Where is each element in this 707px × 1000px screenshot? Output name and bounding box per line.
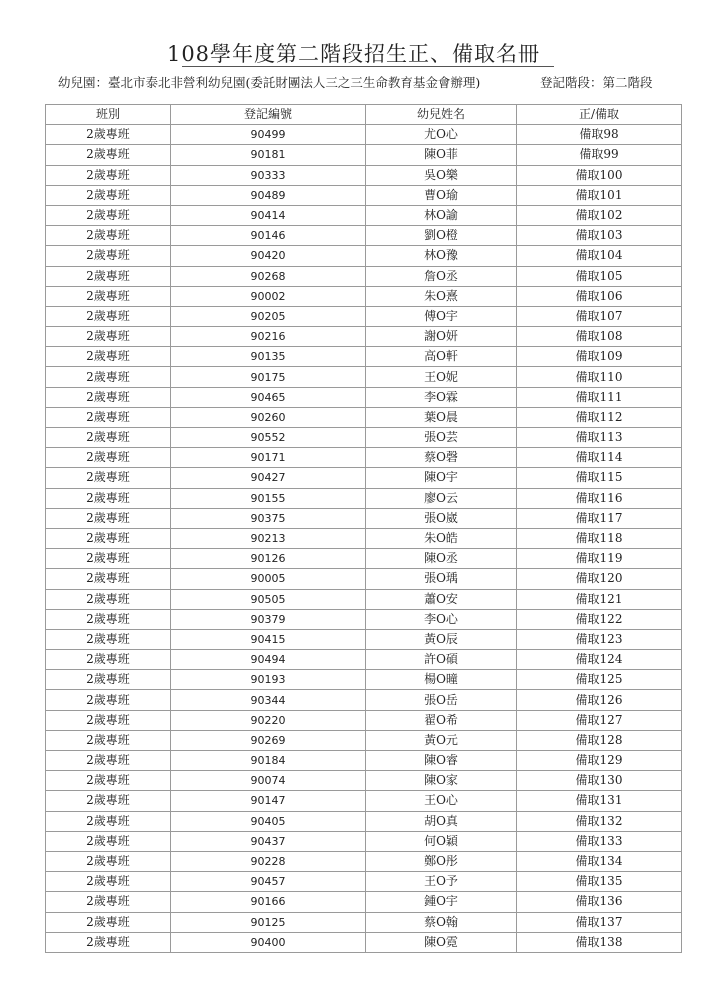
registration-number-cell: 90465 [171, 387, 366, 407]
class-cell: 2歲專班 [46, 771, 171, 791]
table-row [46, 488, 682, 508]
class-cell: 2歲專班 [46, 710, 171, 730]
admission-status-cell: 備取103 [517, 226, 682, 246]
table-header [46, 105, 682, 125]
admission-status-cell: 備取101 [517, 185, 682, 205]
admission-status-cell: 備取100 [517, 165, 682, 185]
registration-number-cell: 90499 [171, 125, 366, 145]
class-cell: 2歲專班 [46, 892, 171, 912]
admission-status-cell: 備取107 [517, 306, 682, 326]
class-cell: 2歲專班 [46, 791, 171, 811]
admission-status-cell: 備取108 [517, 327, 682, 347]
table-row [46, 851, 682, 871]
table-row [46, 791, 682, 811]
table-row [46, 872, 682, 892]
child-name-cell: 王O予 [366, 872, 517, 892]
child-name-cell: 傅O宇 [366, 306, 517, 326]
class-cell: 2歲專班 [46, 387, 171, 407]
child-name-cell: 李O霖 [366, 387, 517, 407]
child-name-cell: 翟O希 [366, 710, 517, 730]
class-cell: 2歲專班 [46, 932, 171, 952]
class-cell: 2歲專班 [46, 609, 171, 629]
class-cell: 2歲專班 [46, 468, 171, 488]
table-row [46, 589, 682, 609]
registration-number-cell: 90181 [171, 145, 366, 165]
class-cell: 2歲專班 [46, 549, 171, 569]
child-name-cell: 張O岳 [366, 690, 517, 710]
admission-status-cell: 備取126 [517, 690, 682, 710]
child-name-cell: 李O心 [366, 609, 517, 629]
class-cell: 2歲專班 [46, 165, 171, 185]
table-row [46, 549, 682, 569]
class-cell: 2歲專班 [46, 670, 171, 690]
registration-number-cell: 90379 [171, 609, 366, 629]
table-row [46, 407, 682, 427]
class-cell: 2歲專班 [46, 690, 171, 710]
admission-status-cell: 備取120 [517, 569, 682, 589]
class-cell: 2歲專班 [46, 872, 171, 892]
table-row [46, 811, 682, 831]
registration-number-cell: 90415 [171, 629, 366, 649]
registration-number-cell: 90494 [171, 650, 366, 670]
registration-number-cell: 90126 [171, 549, 366, 569]
admission-status-cell: 備取132 [517, 811, 682, 831]
table-row [46, 286, 682, 306]
registration-number-cell: 90171 [171, 448, 366, 468]
table-row [46, 650, 682, 670]
child-name-cell: 陳O霓 [366, 932, 517, 952]
page-title: 108學年度第二階段招生正、備取名冊 [166, 42, 541, 66]
table-row [46, 932, 682, 952]
child-name-cell: 陳O睿 [366, 751, 517, 771]
table-row [46, 226, 682, 246]
table-row [46, 751, 682, 771]
registration-number-cell: 90147 [171, 791, 366, 811]
child-name-cell: 陳O丞 [366, 549, 517, 569]
child-name-cell: 陳O宇 [366, 468, 517, 488]
class-cell: 2歲專班 [46, 347, 171, 367]
registration-number-cell: 90400 [171, 932, 366, 952]
admission-status-cell: 備取138 [517, 932, 682, 952]
class-cell: 2歲專班 [46, 831, 171, 851]
table-row [46, 508, 682, 528]
child-name-cell: 陳O菲 [366, 145, 517, 165]
registration-number-cell: 90457 [171, 872, 366, 892]
admission-status-cell: 備取117 [517, 508, 682, 528]
child-name-cell: 高O軒 [366, 347, 517, 367]
admission-status-cell: 備取102 [517, 205, 682, 225]
class-cell: 2歲專班 [46, 306, 171, 326]
child-name-cell: 朱O熹 [366, 286, 517, 306]
table-row [46, 730, 682, 750]
table-row [46, 387, 682, 407]
admission-status-cell: 備取125 [517, 670, 682, 690]
admission-status-cell: 備取137 [517, 912, 682, 932]
table-row [46, 205, 682, 225]
class-cell: 2歲專班 [46, 226, 171, 246]
registration-stage: 登記階段：第二階段 [540, 75, 653, 90]
column-header-class: 班別 [46, 105, 171, 125]
admission-status-cell: 備取131 [517, 791, 682, 811]
class-cell: 2歲專班 [46, 589, 171, 609]
child-name-cell: 劉O橙 [366, 226, 517, 246]
class-cell: 2歲專班 [46, 448, 171, 468]
admission-status-cell: 備取104 [517, 246, 682, 266]
class-cell: 2歲專班 [46, 428, 171, 448]
registration-number-cell: 90414 [171, 205, 366, 225]
table-row [46, 428, 682, 448]
registration-number-cell: 90193 [171, 670, 366, 690]
table-row [46, 912, 682, 932]
registration-number-cell: 90552 [171, 428, 366, 448]
registration-number-cell: 90260 [171, 407, 366, 427]
registration-number-cell: 90375 [171, 508, 366, 528]
child-name-cell: 蔡O翰 [366, 912, 517, 932]
child-name-cell: 楊O曈 [366, 670, 517, 690]
admission-status-cell: 備取109 [517, 347, 682, 367]
table-row [46, 266, 682, 286]
class-cell: 2歲專班 [46, 125, 171, 145]
class-cell: 2歲專班 [46, 751, 171, 771]
child-name-cell: 鍾O宇 [366, 892, 517, 912]
registration-number-cell: 90427 [171, 468, 366, 488]
table-row [46, 528, 682, 548]
kindergarten-label: 幼兒園： [58, 75, 109, 90]
registration-number-cell: 90005 [171, 569, 366, 589]
registration-number-cell: 90175 [171, 367, 366, 387]
table-body [46, 125, 682, 953]
table-row [46, 609, 682, 629]
registration-number-cell: 90002 [171, 286, 366, 306]
registration-number-cell: 90405 [171, 811, 366, 831]
table-row [46, 347, 682, 367]
registration-number-cell: 90268 [171, 266, 366, 286]
class-cell: 2歲專班 [46, 205, 171, 225]
admission-status-cell: 備取111 [517, 387, 682, 407]
class-cell: 2歲專班 [46, 528, 171, 548]
child-name-cell: 黃O辰 [366, 629, 517, 649]
registration-number-cell: 90125 [171, 912, 366, 932]
child-name-cell: 蕭O安 [366, 589, 517, 609]
registration-number-cell: 90344 [171, 690, 366, 710]
class-cell: 2歲專班 [46, 811, 171, 831]
registration-number-cell: 90420 [171, 246, 366, 266]
child-name-cell: 張O芸 [366, 428, 517, 448]
table-row [46, 367, 682, 387]
child-name-cell: 林O諭 [366, 205, 517, 225]
enrollment-table [45, 104, 682, 953]
admission-status-cell: 備取112 [517, 407, 682, 427]
table-row [46, 569, 682, 589]
column-header-registration-number: 登記編號 [171, 105, 366, 125]
column-header-admission-status: 正/備取 [517, 105, 682, 125]
registration-number-cell: 90228 [171, 851, 366, 871]
registration-number-cell: 90184 [171, 751, 366, 771]
table-row [46, 831, 682, 851]
child-name-cell: 吳O樂 [366, 165, 517, 185]
registration-number-cell: 90269 [171, 730, 366, 750]
child-name-cell: 王O妮 [366, 367, 517, 387]
header-row [46, 105, 682, 125]
admission-status-cell: 備取135 [517, 872, 682, 892]
class-cell: 2歲專班 [46, 488, 171, 508]
registration-number-cell: 90333 [171, 165, 366, 185]
admission-status-cell: 備取98 [517, 125, 682, 145]
child-name-cell: 鄭O彤 [366, 851, 517, 871]
class-cell: 2歲專班 [46, 730, 171, 750]
registration-number-cell: 90213 [171, 528, 366, 548]
table-row [46, 670, 682, 690]
class-cell: 2歲專班 [46, 145, 171, 165]
class-cell: 2歲專班 [46, 286, 171, 306]
table-row [46, 892, 682, 912]
table-row [46, 468, 682, 488]
child-name-cell: 林O豫 [366, 246, 517, 266]
class-cell: 2歲專班 [46, 569, 171, 589]
child-name-cell: 詹O丞 [366, 266, 517, 286]
registration-number-cell: 90437 [171, 831, 366, 851]
admission-status-cell: 備取113 [517, 428, 682, 448]
child-name-cell: 張O崴 [366, 508, 517, 528]
admission-status-cell: 備取115 [517, 468, 682, 488]
child-name-cell: 朱O皓 [366, 528, 517, 548]
class-cell: 2歲專班 [46, 185, 171, 205]
admission-status-cell: 備取133 [517, 831, 682, 851]
registration-number-cell: 90489 [171, 185, 366, 205]
kindergarten-name: 臺北市泰北非營利幼兒園(委託財團法人三之三生命教育基金會辦理) [108, 75, 481, 90]
admission-status-cell: 備取110 [517, 367, 682, 387]
child-name-cell: 黃O元 [366, 730, 517, 750]
admission-status-cell: 備取127 [517, 710, 682, 730]
table-row [46, 710, 682, 730]
child-name-cell: 張O瑀 [366, 569, 517, 589]
child-name-cell: 胡O真 [366, 811, 517, 831]
child-name-cell: 何O穎 [366, 831, 517, 851]
registration-number-cell: 90155 [171, 488, 366, 508]
table-row [46, 629, 682, 649]
child-name-cell: 蔡O磬 [366, 448, 517, 468]
child-name-cell: 尤O心 [366, 125, 517, 145]
child-name-cell: 謝O妍 [366, 327, 517, 347]
admission-status-cell: 備取114 [517, 448, 682, 468]
child-name-cell: 王O心 [366, 791, 517, 811]
admission-status-cell: 備取128 [517, 730, 682, 750]
class-cell: 2歲專班 [46, 367, 171, 387]
child-name-cell: 許O碩 [366, 650, 517, 670]
class-cell: 2歲專班 [46, 851, 171, 871]
admission-status-cell: 備取122 [517, 609, 682, 629]
registration-number-cell: 90216 [171, 327, 366, 347]
class-cell: 2歲專班 [46, 327, 171, 347]
class-cell: 2歲專班 [46, 246, 171, 266]
registration-number-cell: 90505 [171, 589, 366, 609]
class-cell: 2歲專班 [46, 629, 171, 649]
admission-status-cell: 備取116 [517, 488, 682, 508]
column-header-child-name: 幼兒姓名 [366, 105, 517, 125]
admission-status-cell: 備取119 [517, 549, 682, 569]
admission-status-cell: 備取106 [517, 286, 682, 306]
admission-status-cell: 備取134 [517, 851, 682, 871]
class-cell: 2歲專班 [46, 912, 171, 932]
table-row [46, 327, 682, 347]
title-underline [182, 66, 554, 67]
table-row [46, 125, 682, 145]
table-row [46, 448, 682, 468]
registration-number-cell: 90146 [171, 226, 366, 246]
child-name-cell: 曹O瑜 [366, 185, 517, 205]
admission-status-cell: 備取118 [517, 528, 682, 548]
registration-number-cell: 90205 [171, 306, 366, 326]
class-cell: 2歲專班 [46, 266, 171, 286]
admission-status-cell: 備取105 [517, 266, 682, 286]
admission-status-cell: 備取129 [517, 751, 682, 771]
class-cell: 2歲專班 [46, 650, 171, 670]
child-name-cell: 陳O家 [366, 771, 517, 791]
class-cell: 2歲專班 [46, 407, 171, 427]
admission-status-cell: 備取99 [517, 145, 682, 165]
table-row [46, 165, 682, 185]
admission-status-cell: 備取121 [517, 589, 682, 609]
registration-number-cell: 90220 [171, 710, 366, 730]
table-row [46, 185, 682, 205]
admission-status-cell: 備取130 [517, 771, 682, 791]
table-row [46, 771, 682, 791]
table-row [46, 690, 682, 710]
registration-number-cell: 90135 [171, 347, 366, 367]
admission-status-cell: 備取136 [517, 892, 682, 912]
table-row [46, 145, 682, 165]
table-row [46, 306, 682, 326]
class-cell: 2歲專班 [46, 508, 171, 528]
admission-status-cell: 備取124 [517, 650, 682, 670]
child-name-cell: 葉O晨 [366, 407, 517, 427]
registration-number-cell: 90074 [171, 771, 366, 791]
admission-status-cell: 備取123 [517, 629, 682, 649]
registration-number-cell: 90166 [171, 892, 366, 912]
table-row [46, 246, 682, 266]
child-name-cell: 廖O云 [366, 488, 517, 508]
